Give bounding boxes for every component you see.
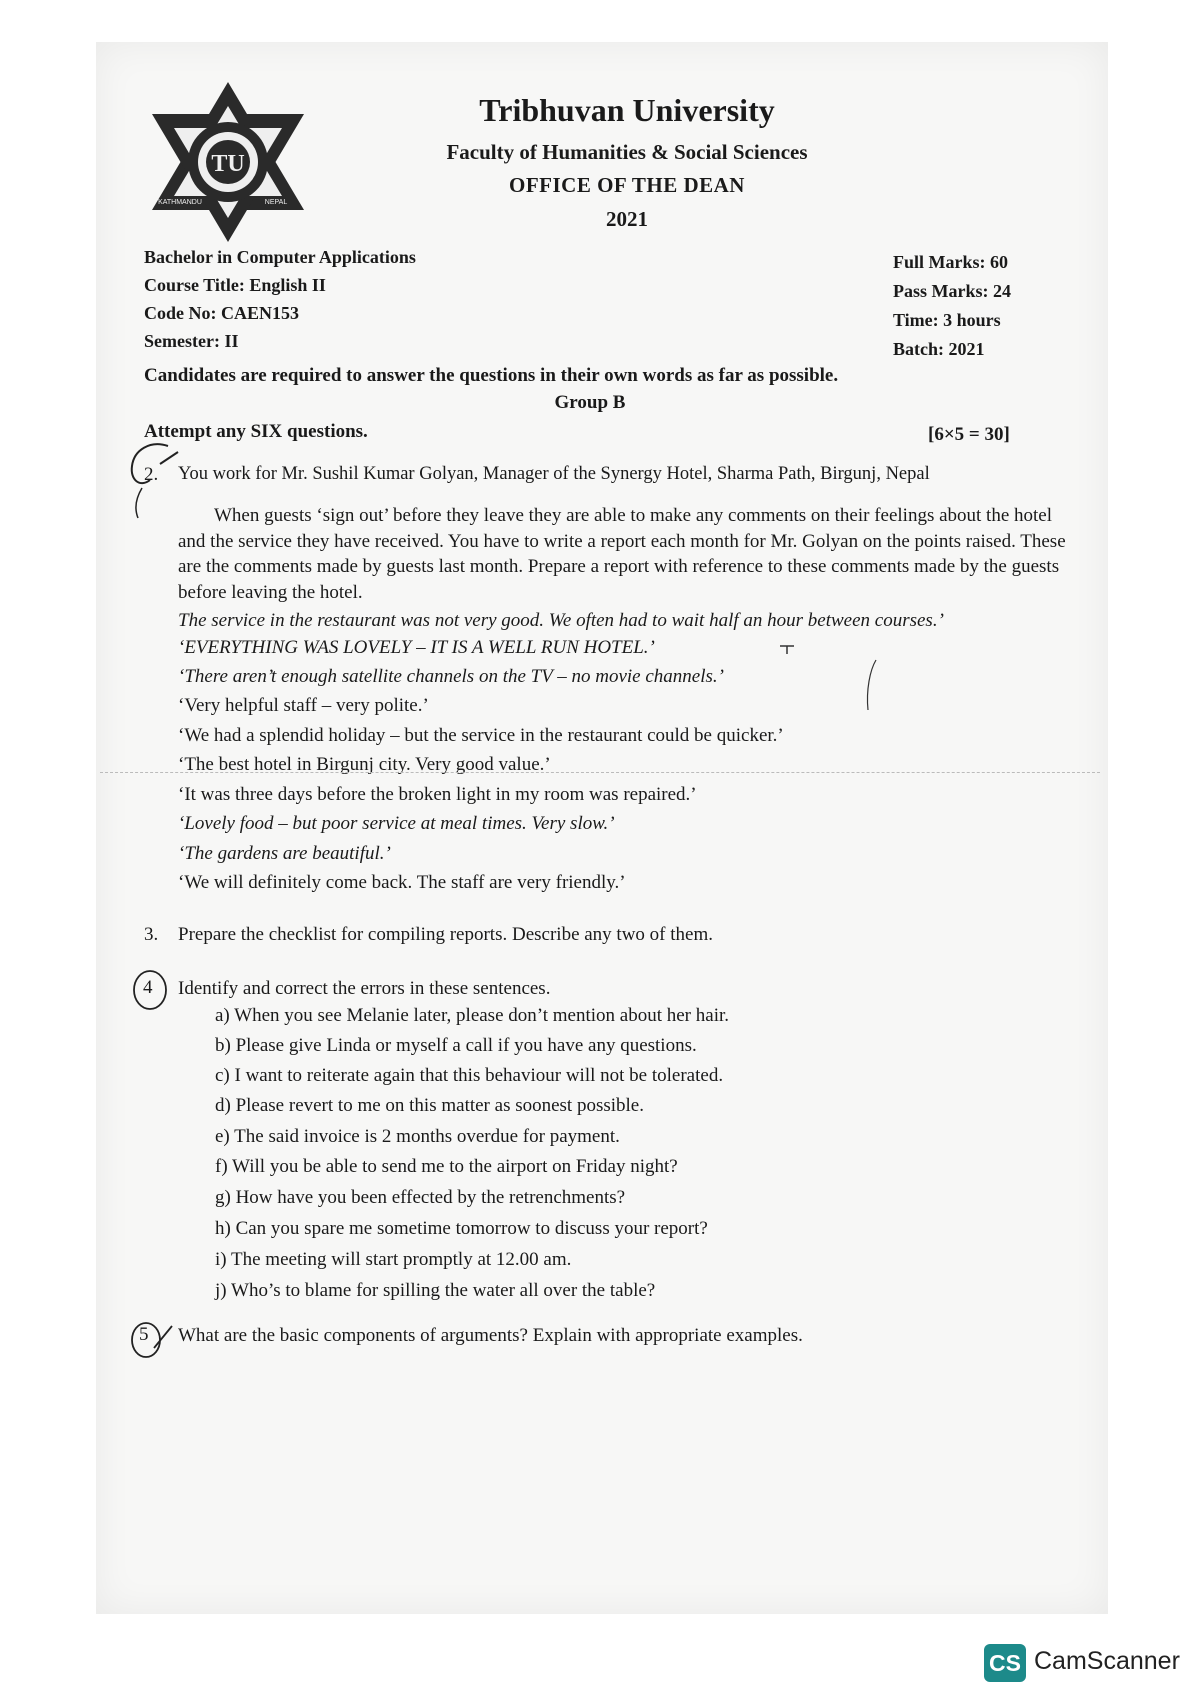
q2-comment-6: ‘The best hotel in Birgunj city. Very good value.’ xyxy=(178,754,551,775)
time-allowed: Time: 3 hours xyxy=(893,310,1001,330)
q4-item-c: c) I want to reiterate again that this behaviour will not be tolerated. xyxy=(215,1065,724,1086)
q2-paragraph: When guests ‘sign out’ before they leave they are able to make any comments on their feelings about the hotel and the service they have received. You have to write a report each month for Mr. Golyan on the points raised. These are the comments made by guests last month. Prepare a report with reference to these comments made by the guests before leaving the hotel. xyxy=(178,505,1066,603)
group-heading: Group B xyxy=(554,392,626,413)
pass-marks: Pass Marks: 24 xyxy=(893,281,1011,301)
exam-year: 2021 xyxy=(606,207,648,231)
q4-item-f: f) Will you be able to send me to the airport on Friday night? xyxy=(215,1156,678,1177)
candidate-instruction: Candidates are required to answer the questions in their own words as far as possible. xyxy=(144,365,839,386)
q2-comment-1: The service in the restaurant was not very good. We often had to wait half an hour between courses.’ xyxy=(178,610,944,631)
course-title: Course Title: English II xyxy=(144,275,326,295)
handwritten-mark-q2 xyxy=(120,440,180,520)
university-title: Tribhuvan University xyxy=(479,92,775,128)
full-marks: Full Marks: 60 xyxy=(893,252,1008,272)
q4-item-h: h) Can you spare me sometime tomorrow to discuss your report? xyxy=(215,1218,708,1239)
q4-number-glyph: 4 xyxy=(143,977,153,998)
q5-text: What are the basic components of arguments? Explain with appropriate examples. xyxy=(178,1325,803,1346)
program-name: Bachelor in Computer Applications xyxy=(144,247,416,267)
camscanner-logo-icon: CS xyxy=(984,1644,1026,1682)
q4-item-g: g) How have you been effected by the retrenchments? xyxy=(215,1187,626,1208)
q4-item-i: i) The meeting will start promptly at 12.00 am. xyxy=(215,1249,572,1270)
batch: Batch: 2021 xyxy=(893,339,985,359)
q2-comment-4: ‘Very helpful staff – very polite.’ xyxy=(178,695,429,716)
q4-item-e: e) The said invoice is 2 months overdue for payment. xyxy=(215,1126,620,1147)
marks-allocation: [6×5 = 30] xyxy=(928,424,1010,445)
handwritten-ticks xyxy=(780,640,880,740)
q2-comment-5: ‘We had a splendid holiday – but the service in the restaurant could be quicker.’ xyxy=(178,725,784,746)
q4-item-b: b) Please give Linda or myself a call if you have any questions. xyxy=(215,1035,697,1056)
q2-comment-10: ‘We will definitely come back. The staff are very friendly.’ xyxy=(178,872,626,893)
q2-comment-8: ‘Lovely food – but poor service at meal times. Very slow.’ xyxy=(178,813,615,834)
scan-fold-line xyxy=(100,772,1100,773)
logo-left-text: KATHMANDU xyxy=(158,199,202,206)
course-code: Code No: CAEN153 xyxy=(144,303,299,323)
semester: Semester: II xyxy=(144,331,239,351)
q5-number-glyph: 5 xyxy=(139,1324,149,1345)
q4-item-j: j) Who’s to blame for spilling the water all over the table? xyxy=(215,1280,656,1301)
q3-text: Prepare the checklist for compiling reports. Describe any two of them. xyxy=(178,924,713,945)
q4-item-d: d) Please revert to me on this matter as soonest possible. xyxy=(215,1095,644,1116)
q4-item-a: a) When you see Melanie later, please don’t mention about her hair. xyxy=(215,1005,730,1026)
q4-text: Identify and correct the errors in these sentences. xyxy=(178,978,551,999)
camscanner-brand: CamScanner xyxy=(1034,1647,1180,1675)
q2-comment-9: ‘The gardens are beautiful.’ xyxy=(178,843,391,864)
q2-comment-3: ‘There aren’t enough satellite channels on the TV – no movie channels.’ xyxy=(178,666,724,687)
q2-comment-2: ‘EVERYTHING WAS LOVELY – IT IS A WELL RUN HOTEL.’ xyxy=(178,637,655,658)
q2-comment-7: ‘It was three days before the broken light in my room was repaired.’ xyxy=(178,784,697,805)
office-title: OFFICE OF THE DEAN xyxy=(509,173,745,197)
q2-text: You work for Mr. Sushil Kumar Golyan, Manager of the Synergy Hotel, Sharma Path, Birgunj, Nepal xyxy=(178,464,930,484)
q2-number: 2. xyxy=(144,464,159,485)
logo-right-text: NEPAL xyxy=(264,199,288,206)
attempt-instruction: Attempt any SIX questions. xyxy=(144,421,368,442)
q3-number: 3. xyxy=(144,924,159,945)
logo-center-text: TU xyxy=(211,151,245,177)
faculty-title: Faculty of Humanities & Social Sciences xyxy=(446,140,808,164)
